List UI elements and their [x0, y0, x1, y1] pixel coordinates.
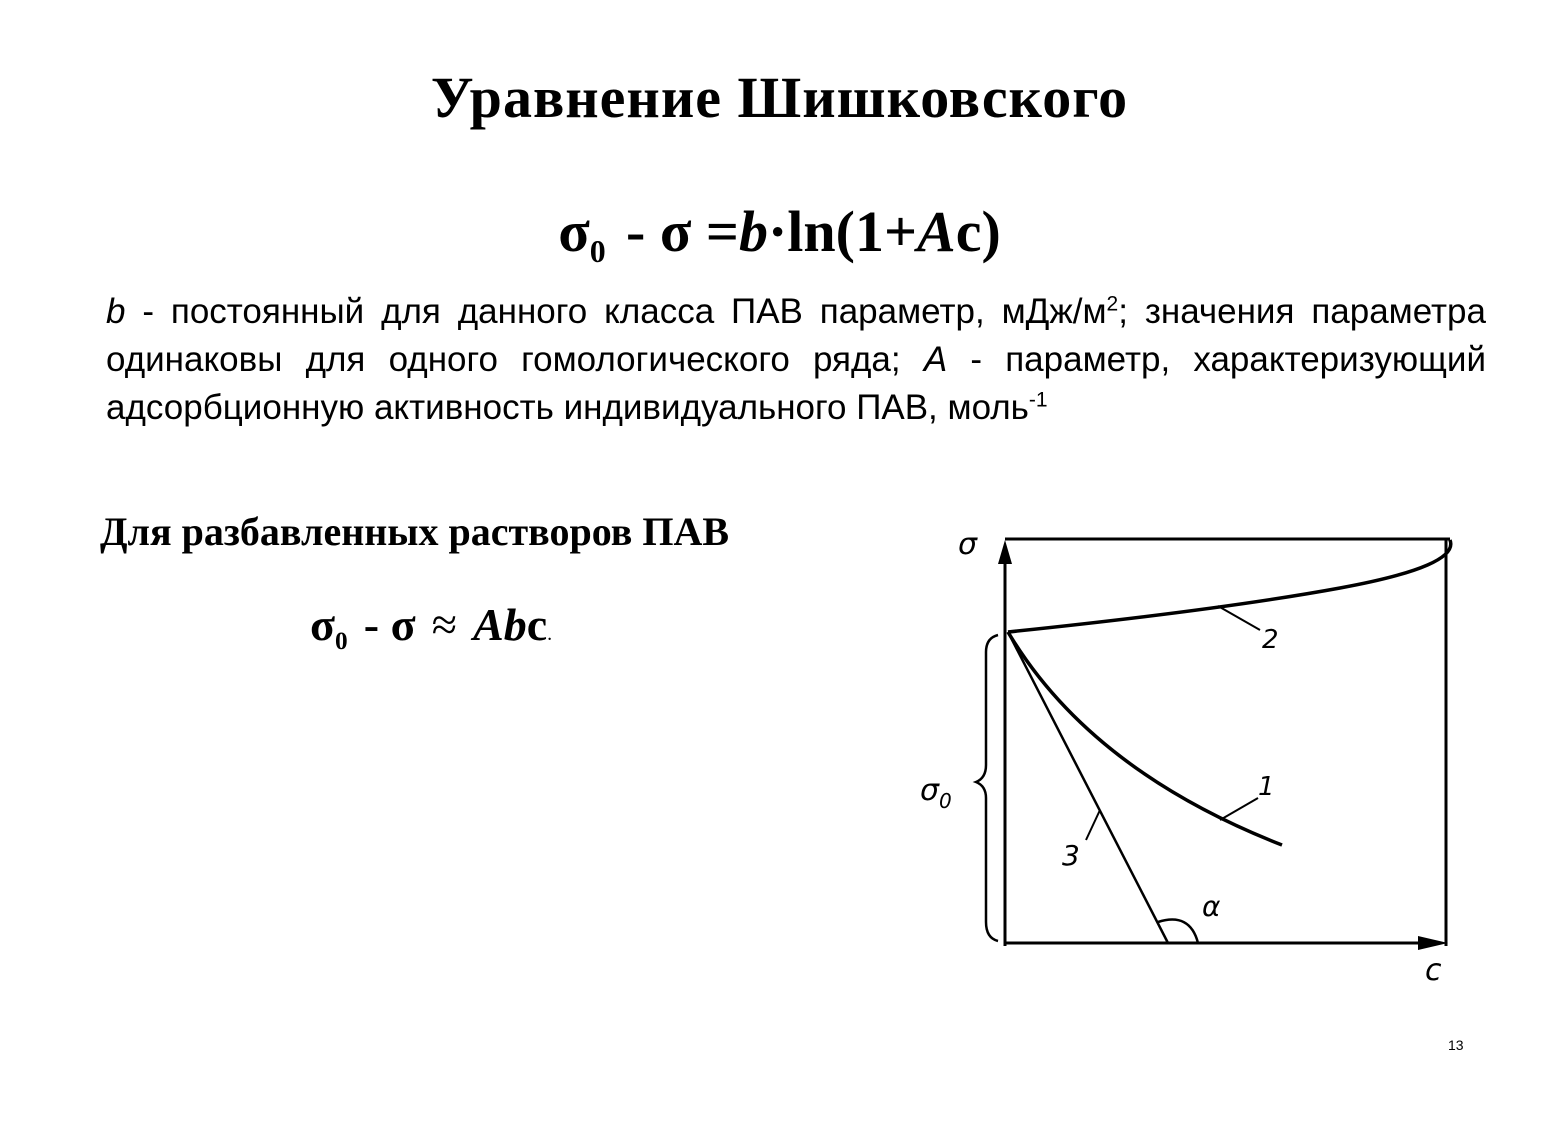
param-a: A	[917, 199, 956, 264]
ab-term: Ab	[473, 599, 527, 650]
desc-part1: - постоянный для данного класса ПАВ параметр, мДж/м	[125, 292, 1107, 331]
y-axis-label: σ	[958, 527, 978, 562]
page-number: 13	[1448, 1037, 1464, 1053]
desc-sup1: 2	[1106, 292, 1119, 316]
c-term: c	[526, 599, 548, 650]
curve-1-label: 1	[1258, 772, 1275, 802]
dilute-solutions-heading: Для разбавленных растворов ПАВ	[100, 509, 730, 554]
curve-3-label: 3	[1062, 839, 1080, 872]
minus-sigma: - σ =	[626, 199, 739, 264]
eq-dot: .	[547, 623, 553, 645]
x-axis-arrow	[1418, 936, 1448, 950]
desc-part2: ; значения параметра одинаковы для одного гомологического ряда;	[106, 292, 1486, 379]
angle-label: α	[1202, 890, 1221, 923]
leader-1	[1220, 798, 1258, 820]
sigma0-label: $\sigma_0$	[920, 773, 952, 813]
sigma0-brace	[976, 635, 998, 941]
minus-sigma-small: - σ	[363, 599, 416, 650]
parameter-description	[106, 288, 1486, 432]
b-symbol: b	[106, 292, 126, 331]
slide-title: Уравнение Шишковского	[430, 65, 1129, 130]
approx-sign: ≈	[431, 599, 457, 650]
sigma-zero: $\sigma_0$	[558, 199, 606, 270]
a-symbol: A	[923, 340, 948, 379]
curve-2	[1008, 540, 1451, 632]
param-b: b	[738, 199, 768, 264]
leader-2	[1218, 606, 1260, 630]
desc-part3: - параметр, характеризующий адсорбционную активность индивидуального ПАВ, моль	[106, 340, 1486, 427]
shishkovsky-equation	[0, 198, 1559, 270]
line-3	[1008, 632, 1168, 943]
desc-sup2: -1	[1028, 388, 1048, 412]
sigma-zero-small: $\sigma_0$	[310, 599, 348, 655]
leader-3	[1086, 810, 1100, 840]
eq-close: c)	[955, 199, 1001, 264]
dilute-equation	[310, 598, 552, 656]
surface-tension-diagram	[890, 480, 1510, 1000]
x-axis-label: c	[1425, 953, 1442, 988]
ln-open: ·ln(1+	[767, 199, 918, 264]
y-axis-arrow	[998, 540, 1012, 564]
curve-1	[1008, 632, 1282, 845]
angle-arc	[1158, 920, 1198, 943]
curve-2-label: 2	[1262, 625, 1279, 655]
